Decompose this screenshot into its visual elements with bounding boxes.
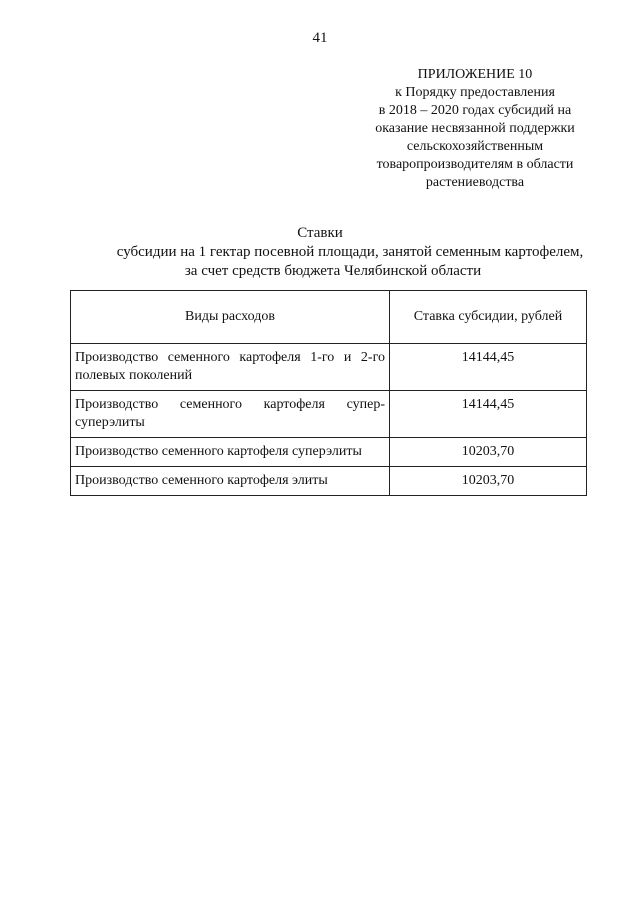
- cell-expense-type: [71, 344, 390, 391]
- appendix-title: ПРИЛОЖЕНИЕ 10: [417, 67, 533, 82]
- header-expense-type: Виды расходов: [71, 291, 390, 344]
- cell-expense-type: [71, 467, 390, 496]
- page-number: 41: [312, 30, 328, 46]
- cell-expense-type: [71, 391, 390, 438]
- expense-type-text: Производство семенного картофеля элиты: [75, 473, 328, 488]
- expense-type-text: Производство семенного картофеля супер-суперэлиты: [75, 397, 385, 430]
- table-row: [71, 438, 587, 467]
- rate-value: 10203,70: [461, 473, 515, 488]
- subsidy-rates-table: [70, 290, 587, 496]
- table-row: [71, 391, 587, 438]
- appendix-line: в 2018 – 2020 годах субсидий на: [378, 103, 572, 118]
- rate-value: 14144,45: [461, 397, 515, 412]
- appendix-header: [345, 66, 605, 192]
- appendix-line: сельскохозяйственным: [406, 139, 544, 154]
- appendix-line: растениеводства: [425, 175, 525, 190]
- expense-type-text: Производство семенного картофеля суперэлиты: [75, 444, 362, 459]
- cell-expense-type: [71, 438, 390, 467]
- rate-value: 10203,70: [461, 444, 515, 459]
- table-row: [71, 344, 587, 391]
- appendix-line: товаропроизводителям в области: [376, 157, 574, 172]
- appendix-line: оказание несвязанной поддержки: [375, 121, 575, 136]
- expense-type-text: Производство семенного картофеля 1-го и 2-го полевых поколений: [75, 350, 385, 383]
- header-rate: Ставка субсидии, рублей: [390, 291, 587, 344]
- title-subtitle-line-2: за счет средств бюджета Челябинской области: [184, 263, 482, 279]
- cell-rate: [390, 438, 587, 467]
- cell-rate: [390, 391, 587, 438]
- table-row: [71, 467, 587, 496]
- cell-rate: [390, 467, 587, 496]
- title-heading: Ставки: [297, 225, 343, 241]
- title-subtitle-line-1: субсидии на 1 гектар посевной площади, занятой семенным картофелем,: [116, 244, 584, 260]
- rate-value: 14144,45: [461, 350, 515, 365]
- appendix-line: к Порядку предоставления: [395, 85, 555, 100]
- cell-rate: [390, 344, 587, 391]
- document-title: [0, 224, 640, 281]
- table-header-row: [71, 291, 587, 344]
